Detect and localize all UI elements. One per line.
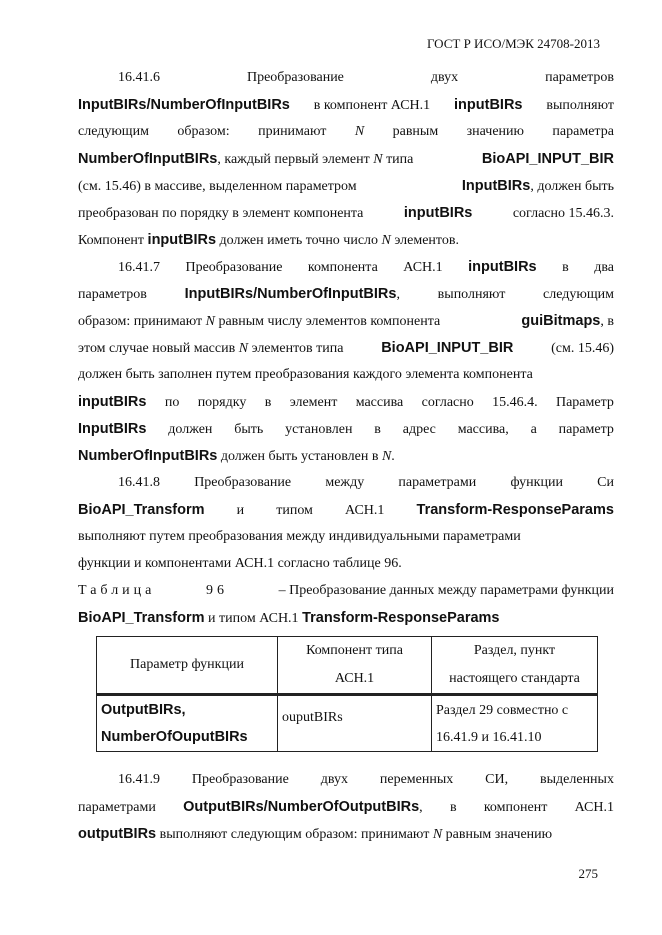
text-line: должен быть заполнен путем преобразования каждого элемента компонента: [78, 367, 533, 382]
clause-number: 16.41.6: [118, 70, 160, 85]
table-cell: Раздел 29 совместно с 16.41.9 и 16.41.10: [432, 695, 598, 752]
clause-number: 16.41.7: [118, 260, 160, 275]
text-line: 16.41.7 Преобразование компонента АСН.1 inputBIRs в два: [118, 259, 614, 275]
data-table: [96, 636, 598, 752]
table-caption: Таблица 96 – Преобразование данных между параметрами функции: [78, 583, 614, 598]
text-line: outputBIRs выполняют следующим образом: принимают N равным значению: [78, 826, 553, 842]
table-cell: ouputBIRs: [278, 695, 432, 752]
text-line: 16.41.6 Преобразование двух параметров: [118, 70, 614, 85]
table-header-cell: Компонент типа АСН.1: [278, 637, 432, 695]
text-line: InputBIRs/NumberOfInputBIRs в компонент АСН.1 inputBIRs выполняют: [78, 97, 614, 113]
text-line: образом: принимают N равным числу элементов компонента guiBitmaps, в: [78, 313, 614, 329]
text-line: (см. 15.46) в массиве, выделенном параметром InputBIRs, должен быть: [78, 178, 614, 194]
clause-number: 16.41.9: [118, 772, 160, 787]
table-cell: OutputBIRs, NumberOfOuputBIRs: [97, 695, 278, 752]
text-line: 16.41.8 Преобразование между параметрами функции Си: [118, 475, 614, 490]
text-line: функции и компонентами АСН.1 согласно таблице 96.: [78, 556, 402, 571]
text-line: параметрами OutputBIRs/NumberOfOutputBIRs, в компонент АСН.1: [78, 799, 614, 815]
clause-number: 16.41.8: [118, 475, 160, 490]
text-line: NumberOfInputBIRs должен быть установлен в N.: [78, 448, 395, 464]
table-caption: BioAPI_Transform и типом АСН.1 Transform-ResponseParams: [78, 610, 500, 626]
text-line: параметров InputBIRs/NumberOfInputBIRs, выполняют следующим: [78, 286, 614, 302]
text-line: inputBIRs по порядку в элемент массива согласно 15.46.4. Параметр: [78, 394, 614, 410]
table-header-row: [97, 637, 598, 695]
table-row: [97, 695, 598, 752]
page-number: 275: [578, 866, 598, 881]
text-line: Компонент inputBIRs должен иметь точно число N элементов.: [78, 232, 459, 248]
text-line: следующим образом: принимают N равным значению параметра: [78, 124, 614, 139]
page-header: ГОСТ Р ИСО/МЭК 24708-2013: [426, 36, 600, 51]
text-line: преобразован по порядку в элемент компонента inputBIRs согласно 15.46.3.: [78, 205, 614, 221]
text-line: 16.41.9 Преобразование двух переменных СИ, выделенных: [118, 772, 614, 787]
table-header-cell: Параметр функции: [97, 637, 278, 695]
text-line: InputBIRs должен быть установлен в адрес массива, а параметр: [78, 421, 614, 437]
text-line: BioAPI_Transform и типом АСН.1 Transform-ResponseParams: [78, 502, 614, 518]
table-header-cell: Раздел, пункт настоящего стандарта: [432, 637, 598, 695]
text-line: NumberOfInputBIRs, каждый первый элемент N типа BioAPI_INPUT_BIR: [78, 151, 614, 167]
text-line: этом случае новый массив N элементов типа BioAPI_INPUT_BIR (см. 15.46): [78, 340, 614, 356]
text-line: выполняют путем преобразования между индивидуальными параметрами: [78, 529, 521, 544]
